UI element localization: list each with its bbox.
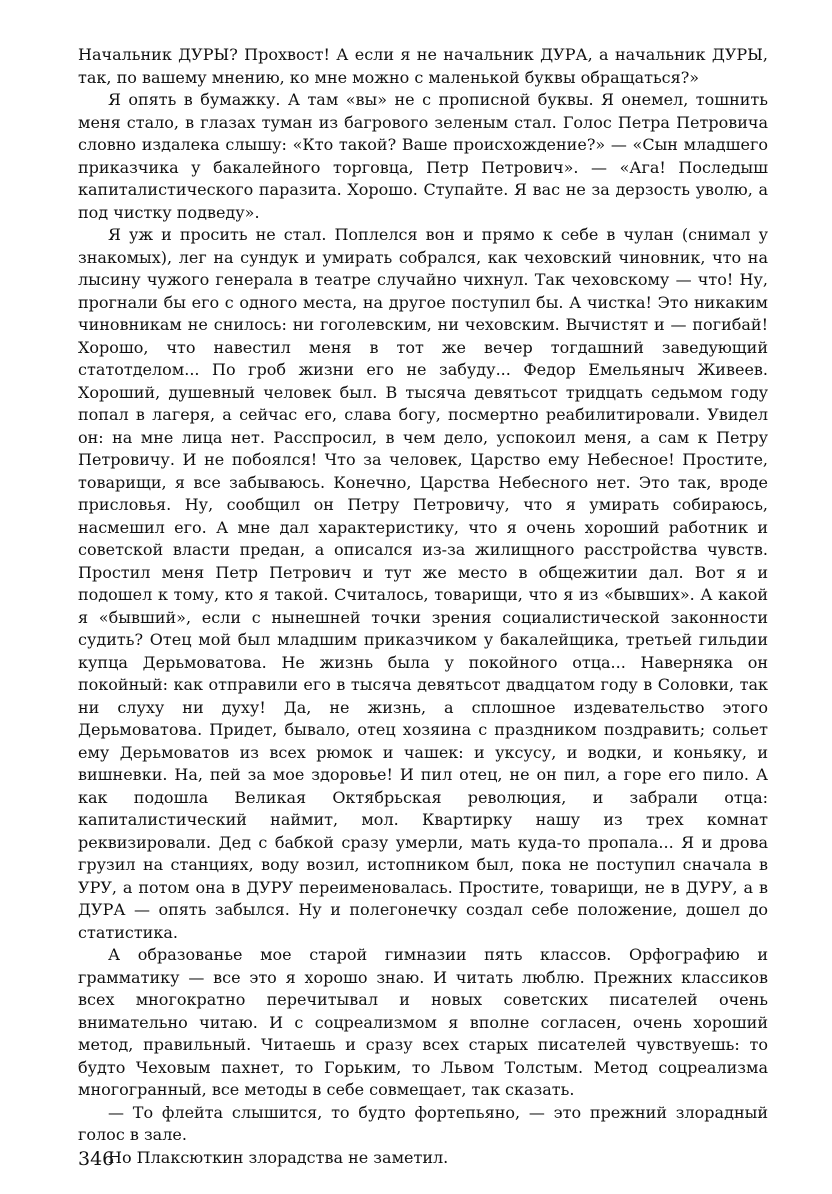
paragraph-2: Я опять в бумажку. А там «вы» не с прописной буквы. Я онемел, тошнить меня стало, в глазах туман из багрового зеленым стал. Голос Петра Петровича словно издалека слышу: «Кто такой? Ваше происхождение?» — «Сын младшего приказчика у бакалейного торговца, Петр Петрович». — «Ага! Последыш капиталистического паразита. Хорошо. Ступайте. Я вас не за дерзость уволю, а под чистку подведу». bbox=[78, 90, 768, 222]
page-text bbox=[78, 44, 768, 1169]
paragraph-3: Я уж и просить не стал. Поплелся вон и прямо к себе в чулан (снимал у знакомых), лег на сундук и умирать собрался, как чеховский чиновник, что на лысину чужого генерала в театре случайно чихнул. Так чеховскому — что! Ну, прогнали бы его с одного места, на другое поступил бы. А чистка! Это никаким чиновникам не снилось: ни гоголевским, ни чеховским. Вычистят и — погибай! Хорошо, что навестил меня в тот же вечер тогдашний заведующий статотделом... По гроб жизни его не забуду... Федор Емельяныч Живеев. Хороший, душевный человек был. В тысяча девятьсот тридцать седьмом году попал в лагеря, а сейчас его, слава богу, посмертно реабилитировали. Увидел он: на мне лица нет. Расспросил, в чем дело, успокоил меня, а сам к Петру Петровичу. И не побоялся! Что за человек, Царство ему Небесное! Простите, товарищи, я все забываюсь. Конечно, Царства Небесного нет. Это так, вроде присловья. Ну, сообщил он Петру Петровичу, что я умирать собираюсь, насмешил его. А мне дал характеристику, что я очень хороший работник и советской власти предан, а описался из-за жилищного расстройства чувств. Простил меня Петр Петрович и тут же место в общежитии дал. Вот я и подошел к тому, кто я такой. Считалось, товарищи, что я из «бывших». А какой я «бывший», если с нынешней точки зрения социалистической законности судить? Отец мой был младшим приказчиком у бакалейщика, третьей гильдии купца Дерьмоватова. Не жизнь была у покойного отца... Наверняка он покойный: как отправили его в тысяча девятьсот двадцатом году в Соловки, так ни слуху ни духу! Да, не жизнь, а сплошное издевательство этого Дерьмоватова. Придет, бывало, отец хозяина с праздником поздравить; сольет ему Дерьмоватов из всех рюмок и чашек: и уксусу, и водки, и коньяку, и вишневки. На, пей за мое здоровье! И пил отец, не он пил, а горе его пило. А как подошла Великая Октябрьская революция, и забрали отца: капиталистический наймит, мол. Квартирку нашу из трех комнат реквизировали. Дед с бабкой сразу умерли, мать куда-то пропала... Я и дрова грузил на станциях, воду возил, истопником был, пока не поступил сначала в УРУ, а потом она в ДУРУ переименовалась. Простите, товарищи, не в ДУРУ, а в ДУРА — опять забылся. Ну и полегонечку создал себе положение, дошел до статистика. bbox=[78, 225, 768, 942]
paragraph-6: Но Плаксюткин злорадства не заметил. bbox=[108, 1147, 449, 1167]
page-number: 346 bbox=[78, 1148, 115, 1170]
paragraph-5: — То флейта слышится, то будто фортепьяно, — это прежний злорадный голос в зале. bbox=[78, 1102, 768, 1144]
paragraph-1: Начальник ДУРЫ? Прохвост! А если я не начальник ДУРА, а начальник ДУРЫ, так, по вашему мнению, ко мне можно с маленькой буквы обращаться?» bbox=[78, 45, 768, 87]
paragraph-4: А образованье мое старой гимназии пять классов. Орфографию и грамматику — все это я хорошо знаю. И читать люблю. Прежних классиков всех многократно перечитывал и новых советских писателей очень внимательно читаю. И с соцреализмом я вполне согласен, очень хороший метод, правильный. Читаешь и сразу всех старых писателей чувствуешь: то будто Чеховым пахнет, то Горьким, то Львом Толстым. Метод соцреализма многогранный, все методы в себе совмещает, так сказать. bbox=[78, 945, 768, 1099]
